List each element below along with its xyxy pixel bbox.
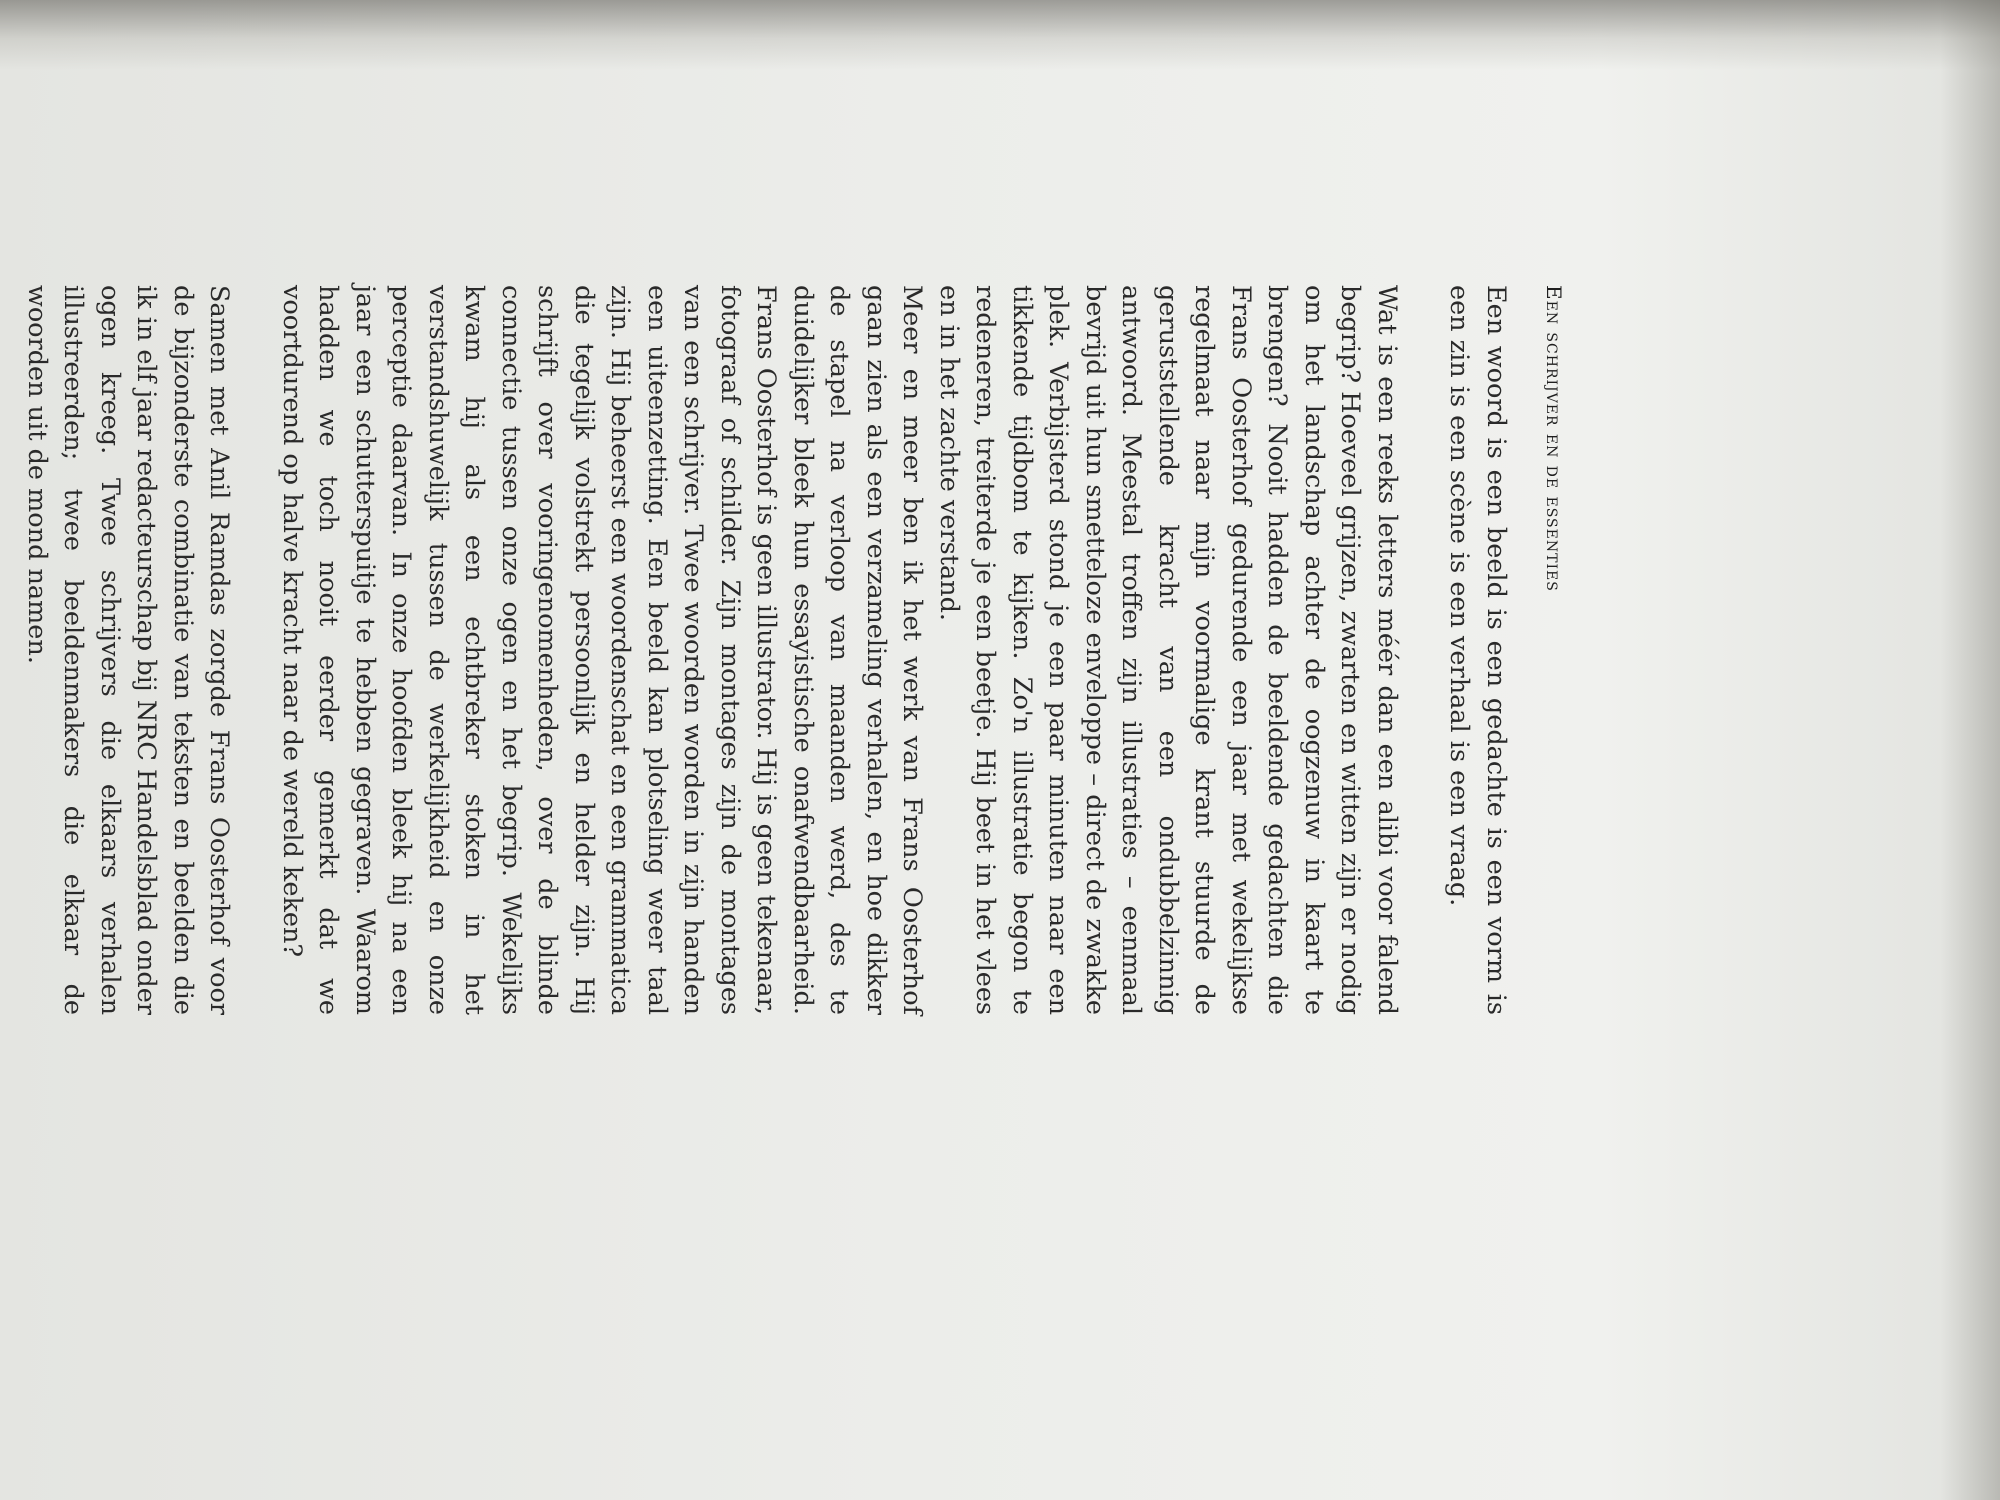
body-paragraph-3: Samen met Anil Ramdas zorgde Frans Oosterhof voor de bijzonderste combinatie van teksten en beelden die ik in elf jaar redacteurschap bij NRC Handelsblad onder ogen kreeg. Twee schrijvers die elkaars verhalen illustreerden; twee beeldenmakers die elkaar de woorden uit de mond namen. (22, 285, 235, 1015)
body-paragraph-2: Meer en meer ben ik het werk van Frans Oosterhof gaan zien als een verzameling verhalen, en hoe dikker de stapel na verloop van maanden werd, des te duidelijker bleek hun essayistische onafwendbaarheid. Frans Oosterhof is geen illustrator. Hij is geen tekenaar, fotograaf of schilder. Zijn montages zijn de montages van een schrijver. Twee woorden worden in zijn handen een uiteenzetting. Een beeld kan plotseling weer taal zijn. Hij beheerst een woordenschat en een grammatica die tegelijk volstrekt persoonlijk en helder zijn. Hij schrijft over vooringenomenheden, over de blinde connectie tussen onze ogen en het begrip. Wekelijks kwam hij als een echtbreker stoken in het verstandshuwelijk tussen de werkelijkheid en onze perceptie daarvan. In onze hoofden bleek hij na een jaar een schutterspuitje te hebben gegraven. Waarom hadden we toch nooit eerder gemerkt dat we voortdurend op halve kracht naar de wereld keken? (277, 285, 928, 1015)
intro-paragraph: Een woord is een beeld is een gedachte is een vorm is een zin is een scène is een verhaal is een vraag. (1444, 285, 1511, 1015)
book-page (22, 70, 1630, 1430)
book-spine-shadow (1940, 0, 2000, 1500)
page-edge-shadow (0, 0, 2000, 70)
text-column (0, 285, 1566, 1015)
body-paragraph-1: Wat is een reeks letters méér dan een alibi voor falend begrip? Hoeveel grijzen, zwarten en witten zijn er nodig om het landschap achter de oogzenuw in kaart te brengen? Nooit hadden de beeldende gedachten die Frans Oosterhof gedurende een jaar met wekelijkse regelmaat naar mijn voormalige krant stuurde de geruststellende kracht van een ondubbelzinnig antwoord. Meestal troffen zijn illustraties – eenmaal bevrijd uit hun smetteloze enveloppe – direct de zwakke plek. Verbijsterd stond je een paar minuten naar een tikkende tijdbom te kijken. Zo'n illustratie begon te redeneren, treiterde je een beetje. Hij beet in het vlees en in het zachte verstand. (934, 285, 1402, 1015)
chapter-heading: Een schrijver en de essenties (1542, 285, 1566, 592)
